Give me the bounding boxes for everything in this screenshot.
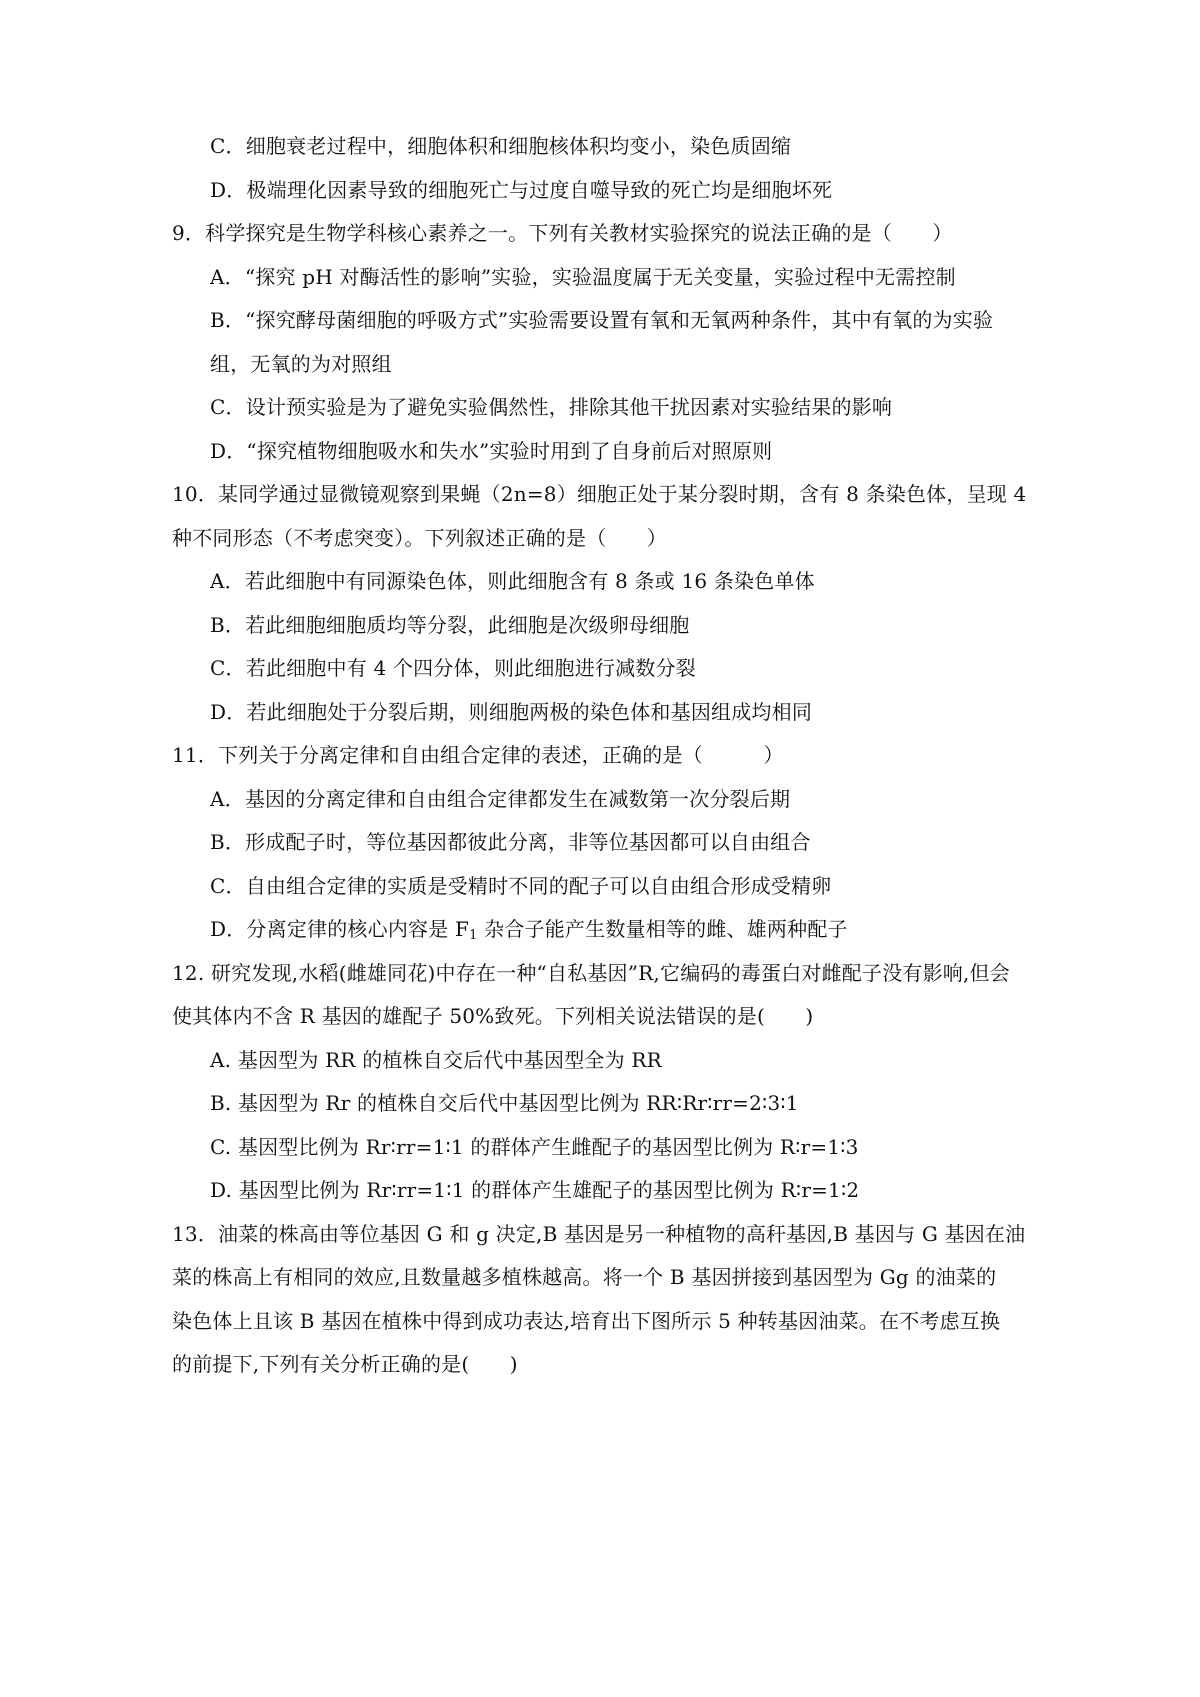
q10-option-a: A．若此细胞中有同源染色体，则此细胞含有 8 条或 16 条染色单体 [210,569,815,593]
q12-option-d: D. 基因型比例为 Rr∶rr=1∶1 的群体产生雄配子的基因型比例为 R∶r=1∶2 [210,1178,860,1202]
q11-option-d [210,915,848,943]
q8-option-c: C．细胞衰老过程中，细胞体积和细胞核体积均变小，染色质固缩 [210,134,792,158]
q11-stem: 11．下列关于分离定律和自由组合定律的表述，正确的是（ ） [172,743,784,767]
q12-stem: 12. 研究发现,水稻(雌雄同花)中存在一种“自私基因”R,它编码的毒蛋白对雌配子没有影响,但会 [172,961,1010,985]
q9-option-a: A．“探究 pH 对酶活性的影响”实验，实验温度属于无关变量，实验过程中无需控制 [210,265,956,289]
q12-option-c: C. 基因型比例为 Rr∶rr=1∶1 的群体产生雌配子的基因型比例为 R∶r=1∶3 [210,1135,859,1159]
q12-option-b: B. 基因型为 Rr 的植株自交后代中基因型比例为 RR∶Rr∶rr=2∶3∶1 [210,1091,799,1115]
q10-option-c: C．若此细胞中有 4 个四分体，则此细胞进行减数分裂 [210,656,696,680]
q11-option-b: B．形成配子时，等位基因都彼此分离，非等位基因都可以自由组合 [210,830,811,854]
q13-stem-line-2: 菜的株高上有相同的效应,且数量越多植株越高。将一个 B 基因拼接到基因型为 Gg 的油菜的 [172,1265,997,1289]
q8-option-d: D．极端理化因素导致的细胞死亡与过度自噬导致的死亡均是细胞坏死 [210,178,833,202]
q12-stem-continued: 使其体内不含 R 基因的雄配子 50%致死。下列相关说法错误的是( ) [172,1004,814,1028]
q9-option-c: C．设计预实验是为了避免实验偶然性，排除其他干扰因素对实验结果的影响 [210,395,893,419]
q11-option-d-text: D．分离定律的核心内容是 F [210,917,470,941]
q10-stem: 10．某同学通过显微镜观察到果蝇（2n=8）细胞正处于某分裂时期，含有 8 条染色体，呈现 4 [172,482,1027,506]
q11-option-d-subscript: 1 [469,928,478,943]
q11-option-a: A．基因的分离定律和自由组合定律都发生在减数第一次分裂后期 [210,787,791,811]
q13-stem-line-3: 染色体上且该 B 基因在植株中得到成功表达,培育出下图所示 5 种转基因油菜。在不考虑互换 [172,1309,1001,1333]
q9-option-b: B．“探究酵母菌细胞的呼吸方式”实验需要设置有氧和无氧两种条件，其中有氧的为实验 [210,308,994,332]
q9-option-d: D．“探究植物细胞吸水和失水”实验时用到了自身前后对照原则 [210,439,773,463]
q11-option-c: C．自由组合定律的实质是受精时不同的配子可以自由组合形成受精卵 [210,874,832,898]
q10-stem-continued: 种不同形态（不考虑突变）。下列叙述正确的是（ ） [172,526,667,550]
q9-stem: 9．科学探究是生物学科核心素养之一。下列有关教材实验探究的说法正确的是（ ） [172,221,953,245]
q12-option-a: A. 基因型为 RR 的植株自交后代中基因型全为 RR [210,1048,662,1072]
q13-stem-line-4: 的前提下,下列有关分析正确的是( ) [172,1352,518,1376]
q10-option-b: B．若此细胞细胞质均等分裂，此细胞是次级卵母细胞 [210,613,690,637]
q9-option-b-continued: 组，无氧的为对照组 [210,352,392,376]
q13-stem: 13．油菜的株高由等位基因 G 和 g 决定,B 基因是另一种植物的高秆基因,B 基因与 G 基因在油 [172,1222,1026,1246]
q10-option-d: D．若此细胞处于分裂后期，则细胞两极的染色体和基因组成均相同 [210,700,813,724]
q11-option-d-text-end: 杂合子能产生数量相等的雌、雄两种配子 [477,917,848,941]
